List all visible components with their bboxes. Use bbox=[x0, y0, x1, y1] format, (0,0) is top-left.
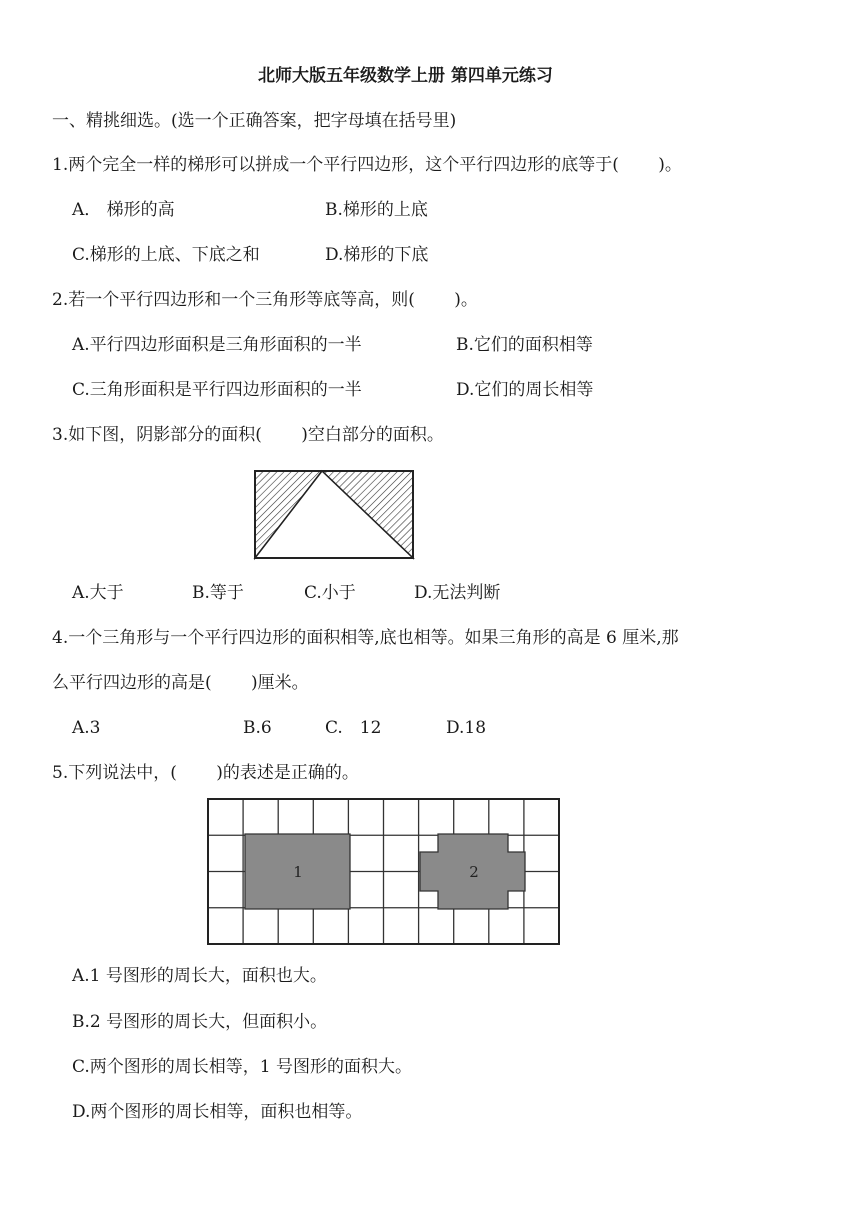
question-1-option-b: B.梯形的上底 bbox=[325, 200, 428, 220]
question-5-grid-figure bbox=[206, 797, 562, 949]
question-3-figure bbox=[252, 468, 416, 562]
question-4-stem-line1: 4.一个三角形与一个平行四边形的面积相等,底也相等。如果三角形的高是 6 厘米,那 bbox=[52, 628, 679, 648]
question-4-stem-line2: 么平行四边形的高是( )厘米。 bbox=[52, 673, 309, 693]
figure-2-label: 2 bbox=[469, 863, 479, 881]
question-2-option-d: D.它们的周长相等 bbox=[456, 380, 594, 400]
question-5-option-a: A.1 号图形的周长大，面积也大。 bbox=[72, 966, 327, 986]
question-3-option-b: B.等于 bbox=[192, 583, 244, 603]
question-1-option-d: D.梯形的下底 bbox=[325, 245, 429, 265]
question-4-option-d: D.18 bbox=[446, 718, 487, 738]
question-5-option-d: D.两个图形的周长相等，面积也相等。 bbox=[72, 1102, 363, 1122]
question-3-option-a: A.大于 bbox=[72, 583, 124, 603]
question-4-option-c: C. 12 bbox=[325, 718, 382, 738]
question-2-option-a: A.平行四边形面积是三角形面积的一半 bbox=[72, 335, 362, 355]
question-1-option-a: A． 梯形的高 bbox=[72, 200, 175, 220]
question-2-option-b: B.它们的面积相等 bbox=[456, 335, 593, 355]
section-heading: 一、精挑细选。(选一个正确答案，把字母填在括号里) bbox=[52, 111, 457, 131]
question-1-option-c: C.梯形的上底、下底之和 bbox=[72, 245, 260, 265]
question-2-stem: 2.若一个平行四边形和一个三角形等底等高，则( )。 bbox=[52, 290, 478, 310]
question-3-option-c: C.小于 bbox=[304, 583, 356, 603]
figure-1-label: 1 bbox=[293, 863, 303, 881]
question-2-option-c: C.三角形面积是平行四边形面积的一半 bbox=[72, 380, 362, 400]
question-4-option-a: A.3 bbox=[72, 718, 101, 738]
question-5-option-c: C.两个图形的周长相等，1 号图形的面积大。 bbox=[72, 1057, 413, 1077]
question-3-option-d: D.无法判断 bbox=[414, 583, 501, 603]
page-title: 北师大版五年级数学上册 第四单元练习 bbox=[258, 66, 553, 86]
question-3-stem: 3.如下图，阴影部分的面积( )空白部分的面积。 bbox=[52, 425, 444, 445]
question-1-stem: 1.两个完全一样的梯形可以拼成一个平行四边形，这个平行四边形的底等于( )。 bbox=[52, 155, 682, 175]
question-5-option-b: B.2 号图形的周长大，但面积小。 bbox=[72, 1012, 328, 1032]
question-5-stem: 5.下列说法中，( )的表述是正确的。 bbox=[52, 763, 359, 783]
question-4-option-b: B.6 bbox=[243, 718, 272, 738]
